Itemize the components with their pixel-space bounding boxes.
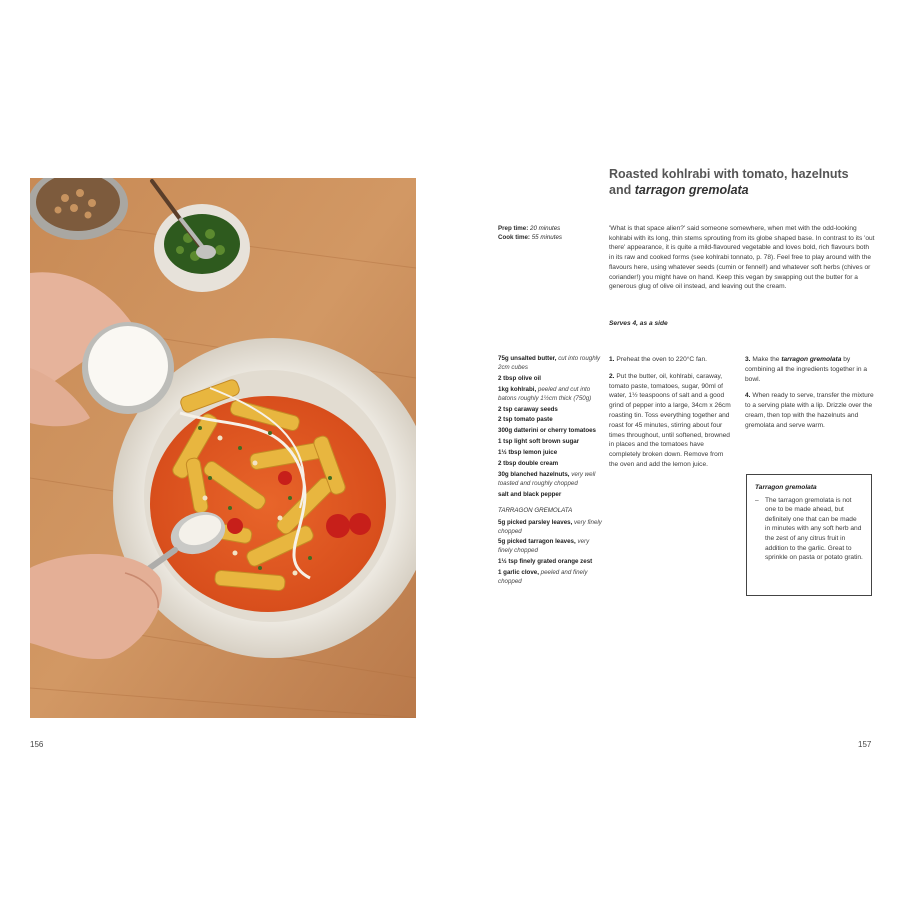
ingredient-bold: 2 tsp caraway seeds [498, 405, 558, 413]
ingredient-item [498, 569, 602, 587]
ingredient-item [498, 386, 602, 404]
ingredient-note: peeled and finely chopped [498, 569, 588, 586]
ingredient-item [498, 538, 602, 556]
ingredient-note: cut into roughly 2cm cubes [498, 355, 601, 371]
ingredient-bold: 2 tbsp double cream [498, 460, 559, 468]
method-column-1 [609, 355, 734, 477]
ingredient-bold: 1kg kohlrabi, [498, 385, 537, 393]
ingredient-bold: 1½ tsp finely grated orange zest [498, 558, 593, 566]
ingredient-note: peeled and cut into batons roughly 1½cm thick (750g) [498, 385, 592, 402]
ingredient-item [498, 375, 602, 384]
ingredient-note: very finely chopped [498, 518, 602, 535]
tip-title: Tarragon gremolata [755, 484, 817, 491]
ingredient-bold: 2 tsp tomato paste [498, 416, 553, 424]
ingredient-item [498, 355, 602, 373]
ingredient-item [498, 438, 602, 447]
gremolata-ingredients [498, 519, 602, 587]
ingredient-item [498, 519, 602, 537]
ingredient-bold: 5g picked parsley leaves, [498, 518, 573, 526]
method-step: 2. Put the butter, oil, kohlrabi, caraway, tomato paste, tomatoes, sugar, 90ml of water, 1½ teaspoons of salt and a good grind of pepper into a large, 34cm x 26cm roasting tin. Toss everything together and roast for 45 minutes, stirring about four times throughout, until softened, browned in places and the tomatoes have completely broken down. Remove from the oven and add the lemon juice. [609, 372, 731, 468]
ingredient-bold: 75g unsalted butter, [498, 355, 557, 362]
method-step: 4. When ready to serve, transfer the mixture to a serving plate with a lip. Drizzle over the cream, then top with the hazelnuts and gremolata and serve warm. [745, 392, 874, 429]
recipe-times [498, 224, 562, 242]
ingredient-note: very finely chopped [498, 538, 590, 555]
ingredient-bold: 5g picked tarragon leaves, [498, 538, 576, 546]
ingredient-item [498, 427, 602, 436]
page-number-right: 157 [858, 740, 872, 749]
ingredient-item [498, 471, 602, 489]
ingredient-item [498, 416, 602, 425]
ingredient-bold: 1 garlic clove, [498, 569, 539, 577]
ingredient-list [498, 355, 602, 589]
title-plain: Roasted kohlrabi with tomato, hazelnuts and [609, 167, 849, 197]
recipe-photo [30, 178, 416, 718]
main-ingredients [498, 355, 602, 500]
food-illustration [30, 178, 416, 718]
tip-text: The tarragon gremolata is not one to be made ahead, but definitely one that can be made in minutes with any soft herb and the zest of any citrus fruit in addition to the garlic. Great to sprinkle on pasta or potato gratin. [765, 496, 863, 562]
tip-dash: – [755, 496, 759, 504]
cook-time-label: Cook time: [498, 234, 530, 241]
method-column-2 [745, 355, 875, 438]
recipe-intro: 'What is that space alien?' said someone somewhere, when met with the odd-looking kohlrabi with its long, thin stems sprouting from its globe shaped base. In contrast to its 'out there' appearance, it is quite a mild-flavoured vegetable and loves bold, rich flavours both in its raw and cooked forms (see kohlrabi tonnato, p. 78). Feel free to play around with the flavours here, using whatever seeds (cumin or fennel!) and whatever soft herbs (chives or coriander!) you might have on hand. Keep this vegan by swapping out the butter for a generous glug of olive oil instead, and leaving out the cream. [609, 225, 875, 291]
prep-time-label: Prep time: [498, 225, 529, 232]
ingredient-bold: 300g datterini or cherry tomatoes [498, 427, 596, 435]
ingredient-item [498, 460, 602, 469]
gremolata-heading: TARRAGON GREMOLATA [498, 506, 573, 514]
ingredient-bold: salt and black pepper [498, 490, 562, 498]
page-number-left: 156 [30, 740, 44, 749]
ingredient-bold: 30g blanched hazelnuts, [498, 470, 570, 478]
ingredient-note: very well toasted and roughly chopped [498, 470, 596, 487]
tip-box [746, 474, 872, 596]
ingredient-bold: 2 tbsp olive oil [498, 374, 541, 382]
prep-time-value: 20 minutes [530, 225, 561, 232]
method-step: 1. Preheat the oven to 220°C fan. [609, 356, 707, 363]
method-step: 3. Make the tarragon gremolata by combining all the ingredients together in a bowl. [745, 356, 868, 383]
ingredient-item [498, 491, 602, 500]
ingredient-item [498, 558, 602, 567]
serves-line: Serves 4, as a side [609, 320, 668, 327]
recipe-title [609, 166, 869, 198]
ingredient-bold: 1 tsp light soft brown sugar [498, 438, 580, 446]
title-italic: tarragon gremolata [634, 183, 749, 197]
ingredient-bold: 1½ tbsp lemon juice [498, 449, 558, 457]
ingredient-item [498, 449, 602, 458]
ingredient-item [498, 406, 602, 415]
cook-time-value: 55 minutes [531, 234, 562, 241]
